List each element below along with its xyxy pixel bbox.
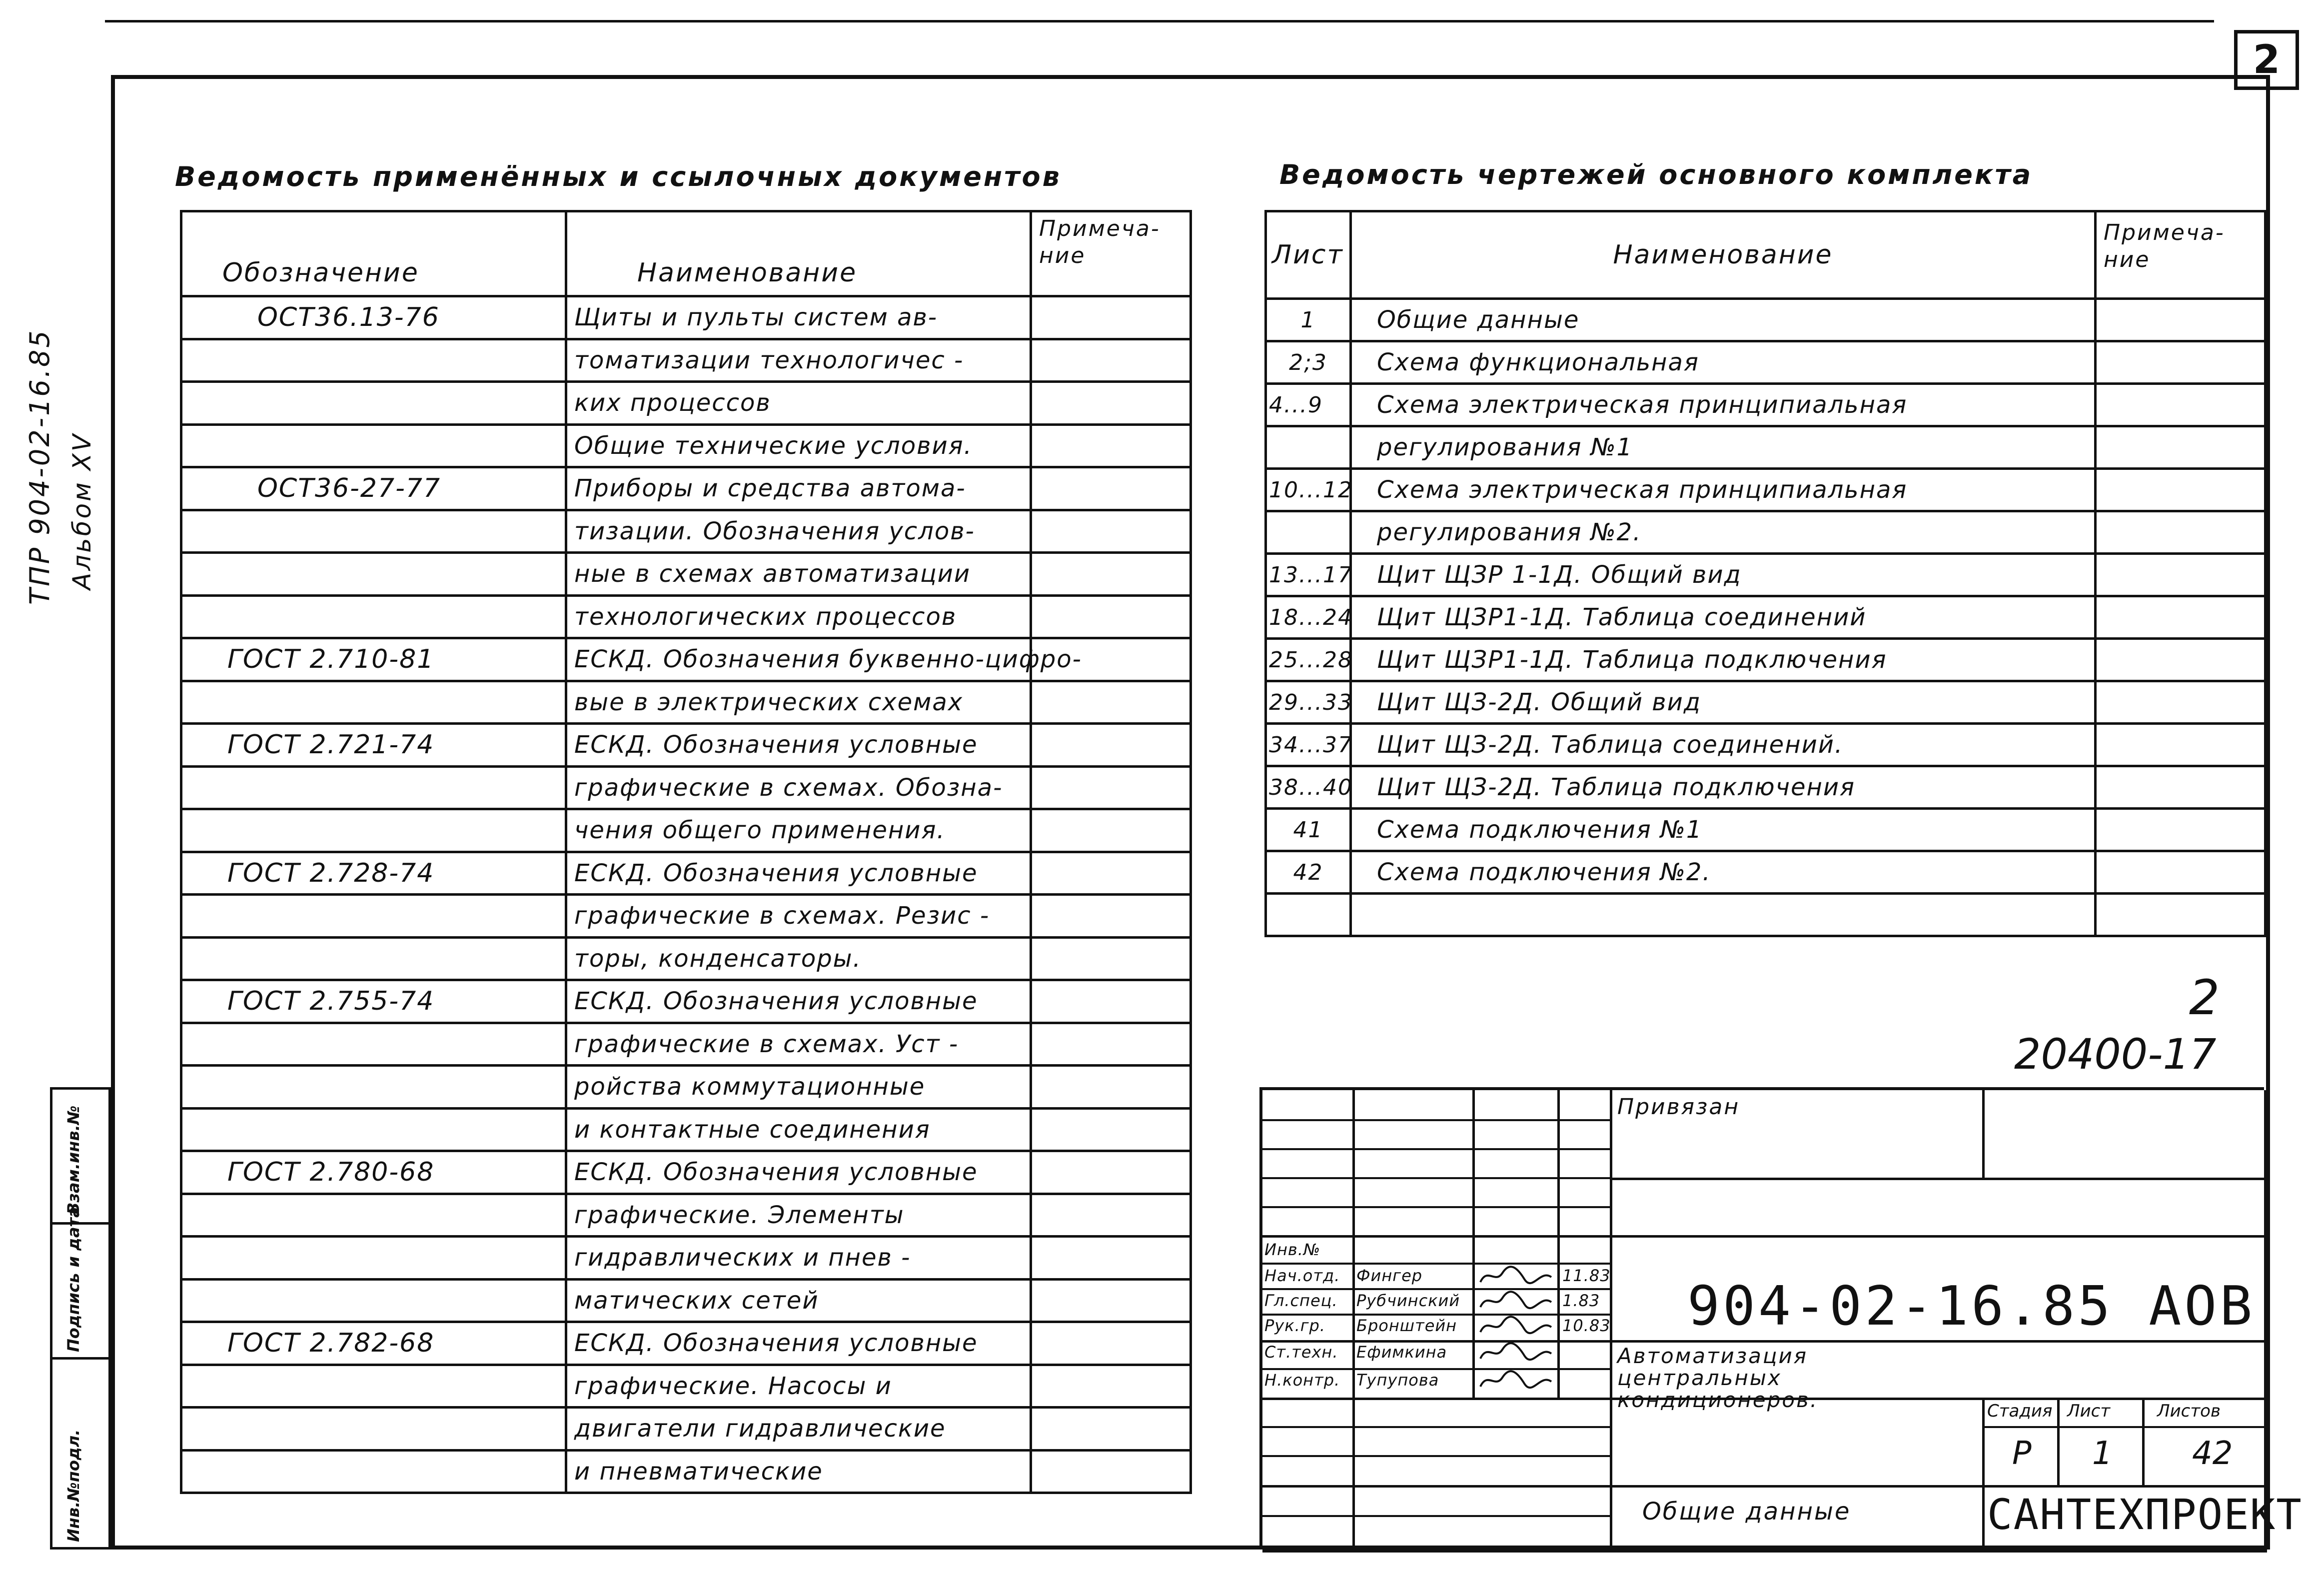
name-cell: графические в схемах. Обозна- <box>566 766 1031 809</box>
drawing-name-cell: Схема подключения №1 <box>1351 809 2096 851</box>
designation-cell: ГОСТ 2.721-74 <box>181 724 566 767</box>
designation-cell <box>181 382 566 425</box>
table-row <box>1266 554 2266 596</box>
drawing-note-cell <box>2096 299 2266 341</box>
drawing-name-cell: регулирования №2. <box>1351 511 2096 554</box>
designation-cell: ГОСТ 2.710-81 <box>181 638 566 681</box>
designation-cell: ГОСТ 2.782-68 <box>181 1322 566 1365</box>
table-row <box>181 638 1191 681</box>
drawing-note-cell <box>2096 554 2266 596</box>
signature-name: Фингер <box>1356 1266 1423 1285</box>
handwritten-sheet-number: 2 <box>2189 970 2220 1026</box>
name-cell: Общие технические условия. <box>566 424 1031 467</box>
designation-cell: ОСТ36.13-76 <box>181 296 566 339</box>
sheet-cell: 42 <box>1266 851 1351 894</box>
name-cell: томатизации технологичес - <box>566 339 1031 382</box>
name-cell: и пневматические <box>566 1450 1031 1493</box>
left-section-title: Ведомость применённых и ссылочных документов <box>175 161 1062 192</box>
table-row <box>181 681 1191 724</box>
sheets-value: 42 <box>2192 1435 2233 1472</box>
name-cell: Щиты и пульты систем ав- <box>566 296 1031 339</box>
note-cell <box>1031 1108 1191 1151</box>
name-cell: ные в схемах автоматизации <box>566 553 1031 596</box>
name-cell: Приборы и средства автома- <box>566 467 1031 510</box>
sheet-cell: 2;3 <box>1266 341 1351 384</box>
drawing-note-cell <box>2096 341 2266 384</box>
col-header-drawing-note: Примеча- ние <box>2096 211 2266 299</box>
signature-role: Н.контр. <box>1264 1371 1340 1390</box>
sheet-number-box <box>2234 30 2299 90</box>
designation-cell <box>181 681 566 724</box>
name-cell: ЕСКД. Обозначения условные <box>566 1151 1031 1194</box>
table-row <box>1266 511 2266 554</box>
designation-cell <box>181 595 566 638</box>
drawing-name-cell: Общие данные <box>1351 299 2096 341</box>
col-header-drawing-name: Наименование <box>1351 211 2096 299</box>
sheets-label: Листов <box>2157 1401 2221 1421</box>
linked-label: Привязан <box>1617 1094 1740 1120</box>
table-row <box>181 1237 1191 1280</box>
drawing-note-cell <box>2096 851 2266 894</box>
drawing-name-cell: Щит ЩЗР1-1Д. Таблица соединений <box>1351 596 2096 639</box>
handwritten-signature <box>1476 1314 1556 1338</box>
table-row <box>181 766 1191 809</box>
designation-cell <box>181 1066 566 1109</box>
drawing-note-cell <box>2096 724 2266 766</box>
sheet-cell <box>1266 426 1351 469</box>
col-header-designation: Обозначение <box>181 211 566 296</box>
name-cell: и контактные соединения <box>566 1108 1031 1151</box>
designation-cell <box>181 424 566 467</box>
table-row <box>181 1194 1191 1237</box>
drawing-name-cell: Щит ЩЗ-2Д. Общий вид <box>1351 681 2096 724</box>
right-section-title: Ведомость чертежей основного комплекта <box>1279 159 2033 190</box>
table-row <box>1266 766 2266 809</box>
table-row <box>1266 639 2266 681</box>
note-cell <box>1031 467 1191 510</box>
designation-cell <box>181 809 566 852</box>
name-cell: тизации. Обозначения услов- <box>566 510 1031 553</box>
note-cell <box>1031 1023 1191 1066</box>
stamp-label-inventory: Инв.№подл. <box>64 1429 83 1542</box>
table-row <box>1266 469 2266 511</box>
table-row <box>181 467 1191 510</box>
stage-label: Стадия <box>1987 1401 2053 1421</box>
signature-date: 11.83 <box>1562 1266 1611 1285</box>
name-cell: графические в схемах. Уст - <box>566 1023 1031 1066</box>
signature-date: 10.83 <box>1562 1316 1611 1335</box>
table-row <box>181 1066 1191 1109</box>
sheet-cell: 29...33 <box>1266 681 1351 724</box>
table-row <box>1266 341 2266 384</box>
table-row <box>181 1450 1191 1493</box>
handwritten-signature <box>1476 1369 1556 1393</box>
name-cell: ройства коммутационные <box>566 1066 1031 1109</box>
note-cell <box>1031 681 1191 724</box>
note-cell <box>1031 895 1191 938</box>
drawing-name-cell: Схема электрическая принципиальная <box>1351 384 2096 426</box>
note-cell <box>1031 510 1191 553</box>
drawing-note-cell <box>2096 766 2266 809</box>
note-cell <box>1031 724 1191 767</box>
designation-cell: ОСТ36-27-77 <box>181 467 566 510</box>
sheet-cell <box>1266 511 1351 554</box>
col-header-note: Примеча- ние <box>1031 211 1191 296</box>
sheet-cell: 1 <box>1266 299 1351 341</box>
name-cell: матических сетей <box>566 1279 1031 1322</box>
name-cell: технологических процессов <box>566 595 1031 638</box>
drawing-note-cell <box>2096 639 2266 681</box>
top-border-line <box>105 20 2214 22</box>
table-row <box>181 724 1191 767</box>
stage-value: Р <box>2012 1435 2032 1472</box>
name-cell: ЕСКД. Обозначения условные <box>566 852 1031 895</box>
table-row <box>1266 681 2266 724</box>
sheet-label: Лист <box>2067 1401 2111 1421</box>
sheet-cell: 13...17 <box>1266 554 1351 596</box>
note-cell <box>1031 595 1191 638</box>
name-cell: чения общего применения. <box>566 809 1031 852</box>
drawing-name-cell: Щит ЩЗ-2Д. Таблица соединений. <box>1351 724 2096 766</box>
sheet-cell: 10...12 <box>1266 469 1351 511</box>
note-cell <box>1031 766 1191 809</box>
drawings-list-table <box>1264 210 2267 937</box>
drawing-note-cell <box>2096 596 2266 639</box>
signature-date: 1.83 <box>1562 1291 1600 1310</box>
designation-cell: ГОСТ 2.728-74 <box>181 852 566 895</box>
signature-role: Рук.гр. <box>1264 1316 1326 1335</box>
name-cell: гидравлических и пнев - <box>566 1237 1031 1280</box>
table-row <box>1266 894 2266 936</box>
table-row <box>181 937 1191 980</box>
sheet-title: Общие данные <box>1642 1498 1851 1526</box>
signature-role: Нач.отд. <box>1264 1266 1340 1285</box>
col-header-name: Наименование <box>566 211 1031 296</box>
table-row <box>181 1322 1191 1365</box>
table-row <box>181 980 1191 1023</box>
drawing-note-cell <box>2096 681 2266 724</box>
table-row <box>1266 851 2266 894</box>
note-cell <box>1031 553 1191 596</box>
referenced-documents-table <box>180 210 1192 1494</box>
handwritten-signature <box>1476 1289 1556 1313</box>
note-cell <box>1031 1450 1191 1493</box>
drawing-name-cell: Щит ЩЗ-2Д. Таблица подключения <box>1351 766 2096 809</box>
drawing-name-cell: Схема электрическая принципиальная <box>1351 469 2096 511</box>
designation-cell <box>181 1408 566 1451</box>
signature-name: Рубчинский <box>1356 1291 1460 1310</box>
table-row <box>181 510 1191 553</box>
drawing-name-cell: Схема подключения №2. <box>1351 851 2096 894</box>
side-code-line1: ТПР 904-02-16.85 <box>24 328 55 605</box>
designation-cell <box>181 937 566 980</box>
drawing-note-cell <box>2096 469 2266 511</box>
side-code-line2: Альбом XV <box>67 432 96 590</box>
table-row <box>1266 596 2266 639</box>
designation-cell <box>181 1279 566 1322</box>
sheet-number: 2 <box>2253 37 2281 82</box>
drawing-name-cell: регулирования №1 <box>1351 426 2096 469</box>
sheet-cell: 41 <box>1266 809 1351 851</box>
designation-cell <box>181 1450 566 1493</box>
drawing-note-cell <box>2096 809 2266 851</box>
table-row <box>181 1023 1191 1066</box>
table-row <box>181 1108 1191 1151</box>
note-cell <box>1031 1279 1191 1322</box>
signature-name: Тупупова <box>1356 1371 1439 1390</box>
table-row <box>181 339 1191 382</box>
table-row <box>181 895 1191 938</box>
designation-cell <box>181 553 566 596</box>
stamp-label-replace: Взам.инв.№ <box>64 1105 83 1215</box>
handwritten-reference-number: 20400-17 <box>2014 1030 2217 1079</box>
drawing-name-cell: Схема функциональная <box>1351 341 2096 384</box>
name-cell: графические. Элементы <box>566 1194 1031 1237</box>
title-block <box>1259 1087 2303 1550</box>
col-header-sheet: Лист <box>1266 211 1351 299</box>
name-cell: торы, конденсаторы. <box>566 937 1031 980</box>
designation-cell <box>181 1023 566 1066</box>
note-cell <box>1031 424 1191 467</box>
name-cell: ЕСКД. Обозначения условные <box>566 980 1031 1023</box>
name-cell: ЕСКД. Обозначения буквенно-цифро- <box>566 638 1031 681</box>
table-row <box>1266 809 2266 851</box>
sheet-cell: 38...40 <box>1266 766 1351 809</box>
note-cell <box>1031 980 1191 1023</box>
note-cell <box>1031 339 1191 382</box>
designation-cell <box>181 510 566 553</box>
table-row <box>181 595 1191 638</box>
designation-cell: ГОСТ 2.780-68 <box>181 1151 566 1194</box>
table-row <box>181 553 1191 596</box>
table-row <box>181 1279 1191 1322</box>
note-cell <box>1031 1365 1191 1408</box>
note-cell <box>1031 937 1191 980</box>
name-cell: вые в электрических схемах <box>566 681 1031 724</box>
table-row <box>181 296 1191 339</box>
name-cell: двигатели гидравлические <box>566 1408 1031 1451</box>
designation-cell <box>181 1194 566 1237</box>
name-cell: ких процессов <box>566 382 1031 425</box>
signature-role: Гл.спец. <box>1264 1291 1338 1310</box>
table-row <box>1266 724 2266 766</box>
note-cell <box>1031 809 1191 852</box>
note-cell <box>1031 852 1191 895</box>
sheet-cell <box>1266 894 1351 936</box>
designation-cell <box>181 766 566 809</box>
drawing-note-cell <box>2096 511 2266 554</box>
stamp-label-signature: Подпись и дата <box>64 1207 83 1352</box>
note-cell <box>1031 1408 1191 1451</box>
note-cell <box>1031 382 1191 425</box>
signature-name: Ефимкина <box>1356 1343 1447 1362</box>
table-row <box>181 852 1191 895</box>
drawing-note-cell <box>2096 894 2266 936</box>
table-row <box>1266 426 2266 469</box>
signature-role: Ст.техн. <box>1264 1343 1338 1362</box>
table-row <box>181 809 1191 852</box>
signature-name: Бронштейн <box>1356 1316 1457 1335</box>
sheet-value: 1 <box>2092 1435 2113 1472</box>
table-row <box>181 424 1191 467</box>
sheet-cell: 4...9 <box>1266 384 1351 426</box>
note-cell <box>1031 1237 1191 1280</box>
project-name: Автоматизация центральных кондиционеров. <box>1617 1344 1819 1412</box>
designation-cell <box>181 895 566 938</box>
inventory-label: Инв.№ <box>1264 1240 1321 1259</box>
handwritten-signature <box>1476 1341 1556 1365</box>
drawing-note-cell <box>2096 384 2266 426</box>
sheet-cell: 18...24 <box>1266 596 1351 639</box>
table-row <box>181 1408 1191 1451</box>
note-cell <box>1031 1194 1191 1237</box>
designation-cell <box>181 1237 566 1280</box>
drawing-note-cell <box>2096 426 2266 469</box>
organization-name: САНТЕХПРОЕКТ <box>1987 1490 2303 1539</box>
designation-cell <box>181 1365 566 1408</box>
note-cell <box>1031 1151 1191 1194</box>
note-cell <box>1031 1066 1191 1109</box>
note-cell <box>1031 1322 1191 1365</box>
table-row <box>181 382 1191 425</box>
table-row <box>1266 299 2266 341</box>
table-row <box>181 1365 1191 1408</box>
name-cell: ЕСКД. Обозначения условные <box>566 724 1031 767</box>
sheet-cell: 25...28 <box>1266 639 1351 681</box>
handwritten-signature <box>1476 1264 1556 1288</box>
drawing-name-cell: Щит ЩЗР1-1Д. Таблица подключения <box>1351 639 2096 681</box>
table-row <box>1266 384 2266 426</box>
designation-cell <box>181 1108 566 1151</box>
document-code: 904-02-16.85 АОВ <box>1687 1275 2256 1338</box>
designation-cell <box>181 339 566 382</box>
name-cell: графические. Насосы и <box>566 1365 1031 1408</box>
name-cell: графические в схемах. Резис - <box>566 895 1031 938</box>
name-cell: ЕСКД. Обозначения условные <box>566 1322 1031 1365</box>
designation-cell: ГОСТ 2.755-74 <box>181 980 566 1023</box>
drawing-name-cell <box>1351 894 2096 936</box>
note-cell <box>1031 296 1191 339</box>
drawing-name-cell: Щит ЩЗР 1-1Д. Общий вид <box>1351 554 2096 596</box>
table-row <box>181 1151 1191 1194</box>
sheet-cell: 34...37 <box>1266 724 1351 766</box>
